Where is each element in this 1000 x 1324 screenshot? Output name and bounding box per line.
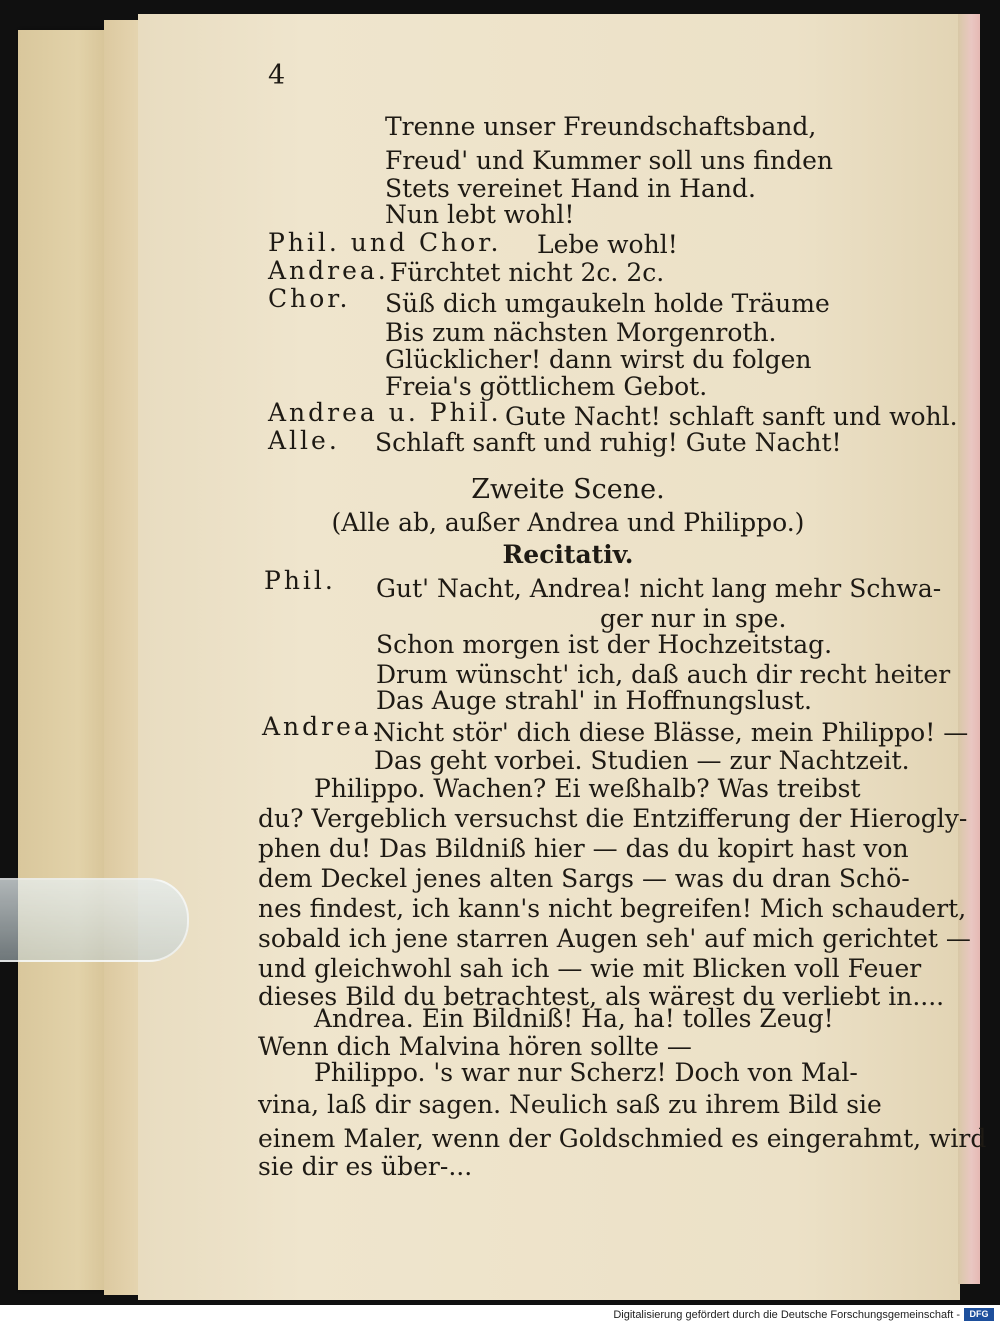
verse-line: Gute Nacht! schlaft sanft und wohl. <box>505 402 958 431</box>
speaker-name: Chor. <box>268 284 351 313</box>
scene-heading: Zweite Scene. <box>471 474 665 505</box>
verse-line: Freud' und Kummer soll uns finden <box>385 146 833 175</box>
right-page-edge <box>958 14 980 1284</box>
recitativ-line: Drum wünscht' ich, daß auch dir recht heiter <box>376 660 951 689</box>
verse-line: Glücklicher! dann wirst du folgen <box>385 345 812 374</box>
verse-line: Trenne unser Freundschaftsband, <box>385 112 817 141</box>
recitativ-line: Das Auge strahl' in Hoffnungslust. <box>376 686 812 715</box>
prose-line: vina, laß dir sagen. Neulich saß zu ihrem Bild sie <box>258 1090 882 1119</box>
verse-line: Freia's göttlichem Gebot. <box>385 372 708 401</box>
prose-line: Andrea. Ein Bildniß! Ha, ha! tolles Zeug! <box>314 1004 834 1033</box>
speaker-name: Andrea. <box>268 256 389 285</box>
prose-line: dem Deckel jenes alten Sargs — was du dran Schö- <box>258 864 910 893</box>
footer-credit: Digitalisierung gefördert durch die Deutsche Forschungsgemeinschaft - <box>613 1309 960 1321</box>
recitativ-line: Gut' Nacht, Andrea! nicht lang mehr Schwa- <box>376 574 942 603</box>
page-number: 4 <box>268 60 286 91</box>
prose-line: Wenn dich Malvina hören sollte — <box>258 1032 692 1061</box>
verse-line: Stets vereinet Hand in Hand. <box>385 174 756 203</box>
prose-line: Philippo. 's war nur Scherz! Doch von Mal- <box>314 1058 858 1087</box>
prose-line: nes findest, ich kann's nicht begreifen! Mich schaudert, <box>258 894 967 923</box>
prose-line: du? Vergeblich versuchst die Entzifferung der Hierogly- <box>258 804 968 833</box>
prose-line: Philippo. Wachen? Ei weßhalb? Was treibst <box>314 774 861 803</box>
speaker-name: Alle. <box>268 426 340 455</box>
recitativ-line: Das geht vorbei. Studien — zur Nachtzeit. <box>374 746 910 775</box>
recitativ-line: Nicht stör' dich diese Blässe, mein Philippo! — <box>374 718 969 747</box>
back-page-edge <box>18 30 118 1290</box>
speaker-name: Andrea u. Phil. <box>268 398 502 427</box>
speaker-name: Phil. und Chor. <box>268 228 502 257</box>
dfg-logo-icon: DFG <box>964 1308 994 1321</box>
stage-direction: (Alle ab, außer Andrea und Philippo.) <box>331 508 805 537</box>
prose-line: sobald ich jene starren Augen seh' auf mich gerichtet — <box>258 924 971 953</box>
verse-line: Schlaft sanft und ruhig! Gute Nacht! <box>375 428 842 457</box>
speaker-name: Andrea. <box>262 712 383 741</box>
prose-line: dieses Bild du betrachtest, als wärest du verliebt in.... <box>258 982 945 1011</box>
prose-line: und gleichwohl sah ich — wie mit Blicken voll Feuer <box>258 954 922 983</box>
prose-line: einem Maler, wenn der Goldschmied es eingerahmt, wird <box>258 1124 987 1153</box>
verse-line: Nun lebt wohl! <box>385 200 575 229</box>
verse-line: Süß dich umgaukeln holde Träume <box>385 289 830 318</box>
verse-line: Fürchtet nicht 2c. 2c. <box>390 258 665 287</box>
section-label: Recitativ. <box>502 540 634 569</box>
prose-line: sie dir es über-... <box>258 1152 473 1181</box>
speaker-name: Phil. <box>264 566 336 595</box>
recitativ-line: ger nur in spe. <box>600 604 787 633</box>
recitativ-line: Schon morgen ist der Hochzeitstag. <box>376 630 833 659</box>
page-clip <box>0 878 189 962</box>
verse-line: Bis zum nächsten Morgenroth. <box>385 318 777 347</box>
verse-line: Lebe wohl! <box>537 230 678 259</box>
prose-line: phen du! Das Bildniß hier — das du kopirt hast von <box>258 834 909 863</box>
